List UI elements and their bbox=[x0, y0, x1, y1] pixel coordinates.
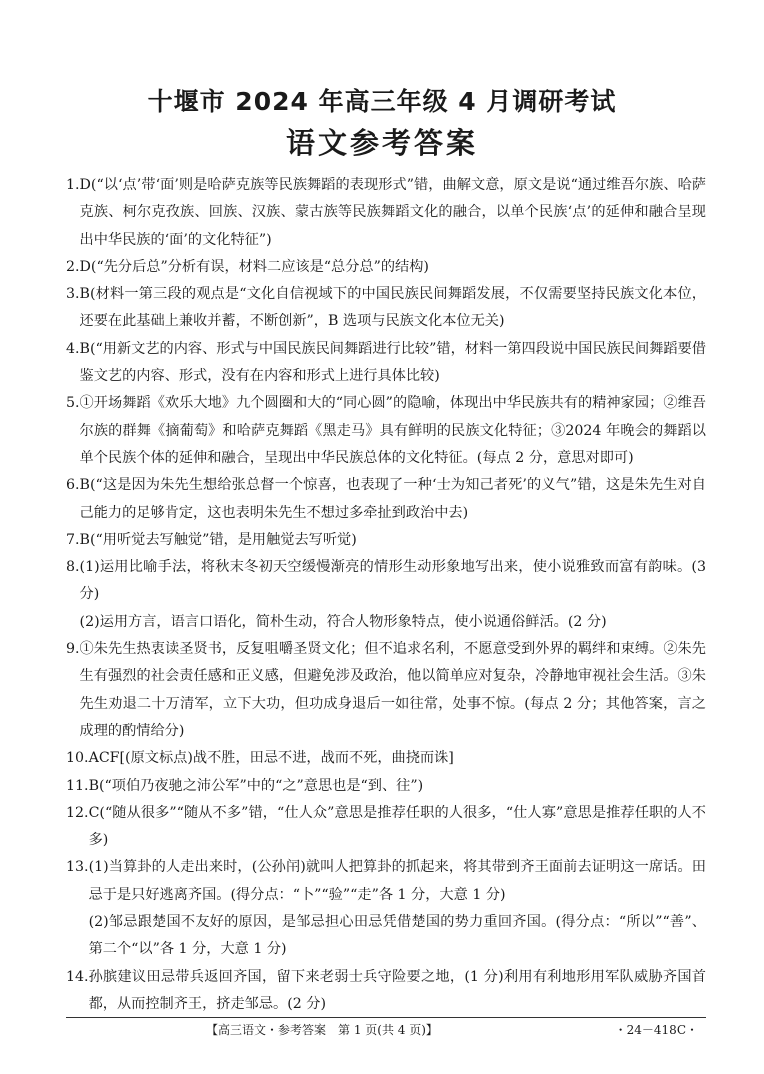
answer-text: B(“这是因为朱先生想给张总督一个惊喜，也表现了一种‘士为知己者死’的义气”错，这是朱先生对自己能力的足够肯定，这也表明朱先生不想过多牵扯到政治中去) bbox=[79, 477, 706, 521]
answer-number: 14. bbox=[66, 968, 89, 985]
answer-key-title: 语文参考答案 bbox=[285, 126, 478, 160]
answer-item bbox=[66, 964, 706, 1019]
answer-item bbox=[66, 281, 706, 336]
answer-text: (2)邹忌跟楚国不友好的原因，是邹忌担心田忌凭借楚国的势力重回齐国。(得分点：“所以”“善”、第二个“以”各 1 分，大意 1 分) bbox=[88, 914, 706, 958]
answer-text: B(“项伯乃夜驰之沛公军”中的“之”意思也是“到、往”) bbox=[88, 777, 424, 794]
answer-text: ①开场舞蹈《欢乐大地》九个圆圈和大的“同心圆”的隐喻，体现出中华民族共有的精神家园；②维吾尔族的群舞《摘葡萄》和哈萨克舞蹈《黑走马》具有鲜明的民族文化特征；③2024 年晚会的舞蹈以单个民族个体的延伸和融合，呈现出中华民族总体的文化特征。(每点 2 分，意思对即可) bbox=[79, 395, 706, 466]
answer-text: (2)运用方言，语言口语化，简朴生动，符合人物形象特点，使小说通俗鲜活。(2 分) bbox=[79, 613, 607, 630]
answer-item bbox=[66, 390, 706, 472]
answer-number: 13. bbox=[66, 859, 89, 876]
answer-item bbox=[66, 854, 706, 909]
answer-item bbox=[66, 636, 706, 745]
answer-number: 4. bbox=[66, 340, 80, 357]
answer-text: B(“用新文艺的内容、形式与中国民族民间舞蹈进行比较”错，材料一第四段说中国民族民间舞蹈要借鉴文艺的内容、形式，没有在内容和形式上进行具体比较) bbox=[79, 340, 706, 385]
answer-item bbox=[66, 745, 706, 772]
exam-title: 十堰市 2024 年高三年级 4 月调研考试 bbox=[147, 87, 617, 116]
answer-item bbox=[66, 909, 706, 964]
answer-item bbox=[66, 773, 706, 800]
answer-item bbox=[66, 472, 706, 527]
answer-item bbox=[66, 609, 706, 636]
answer-text: 孙膑建议田忌带兵返回齐国，留下来老弱士兵守险要之地，(1 分)利用有利地形用军队威胁齐国首都，从而控制齐王，挤走邹忌。(2 分) bbox=[88, 968, 706, 1012]
answer-text: C(“随从很多”“随从不多”错，“仕人众”意思是推荐任职的人很多，“仕人寡”意思是推荐任职的人不多) bbox=[88, 804, 706, 849]
answer-text: (1)当算卦的人走出来时，(公孙闬)就叫人把算卦的抓起来，将其带到齐王面前去证明这一席话。田忌于是只好逃离齐国。(得分点：“卜”“验”“走”各 1 分，大意 1 分) bbox=[88, 859, 706, 903]
answer-item bbox=[66, 527, 706, 554]
answer-text: (1)运用比喻手法，将秋末冬初天空缓慢渐亮的情形生动形象地写出来，使小说雅致而富有韵味。(3 分) bbox=[79, 559, 706, 603]
answer-number: 9. bbox=[66, 641, 80, 658]
answer-number: 11. bbox=[66, 777, 89, 794]
answer-number: 3. bbox=[66, 286, 80, 303]
answer-number: 2. bbox=[66, 258, 80, 275]
answer-item bbox=[66, 336, 706, 391]
page-footer bbox=[66, 1017, 706, 1042]
answer-text: ①朱先生热衷读圣贤书，反复咀嚼圣贤文化；但不追求名利，不愿意受到外界的羁绊和束缚。②朱先生有强烈的社会责任感和正义感，但避免涉及政治，他以简单应对复杂，冷静地审视社会生活。③朱先生劝退二十万清军，立下大功，但功成身退后一如往常，处事不惊。(每点 2 分；其他答案，言之成理的酌情给分) bbox=[79, 641, 706, 739]
answer-text: ACF[(原文标点)战不胜，田忌不进，战而不死，曲挠而诛] bbox=[88, 750, 454, 767]
answer-item bbox=[66, 172, 706, 254]
answer-number: 7. bbox=[66, 531, 80, 548]
answer-number: 8. bbox=[66, 559, 80, 576]
answer-text: B(“用听觉去写触觉”错，是用触觉去写听觉) bbox=[79, 531, 357, 548]
answer-item bbox=[66, 554, 706, 609]
answer-number: 12. bbox=[66, 804, 89, 821]
answer-number: 1. bbox=[66, 177, 80, 193]
answer-item bbox=[66, 800, 706, 855]
footer-code: ・24－418C・ bbox=[614, 1023, 698, 1037]
answer-list bbox=[66, 172, 706, 1018]
answer-text: D(“以‘点’带‘面’则是哈萨克族等民族舞蹈的表现形式”错，曲解文意，原文是说“通过维吾尔族、哈萨克族、柯尔克孜族、回族、汉族、蒙古族等民族舞蹈文化的融合，以单个民族‘点’的延伸和融合呈现出中华民族的‘面’的文化特征”) bbox=[79, 177, 706, 248]
answer-item bbox=[66, 254, 706, 281]
answer-number: 10. bbox=[66, 750, 89, 767]
answer-text: D(“先分后总”分析有误，材料二应该是“总分总”的结构) bbox=[79, 258, 429, 275]
answer-text: B(材料一第三段的观点是“文化自信视域下的中国民族民间舞蹈发展，不仅需要坚持民族文化本位，还要在此基础上兼收并蓄，不断创新”，B 选项与民族文化本位无关) bbox=[79, 286, 706, 330]
footer-page-info: 【高三语文・参考答案 第 1 页(共 4 页)】 bbox=[206, 1023, 438, 1037]
answer-number: 6. bbox=[66, 477, 80, 494]
answer-number: 5. bbox=[66, 395, 80, 412]
